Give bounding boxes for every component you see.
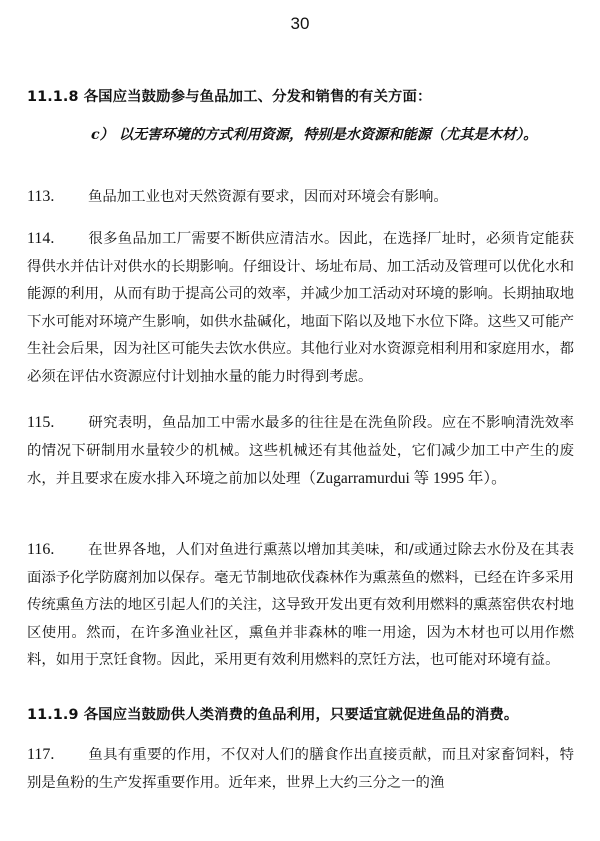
list-item-c: c） 以无害环境的方式利用资源，特别是水资源和能源（尤其是木材）。 (91, 127, 538, 143)
paragraph-number: 114. (27, 230, 55, 247)
paragraph-number: 116. (27, 541, 55, 558)
section-heading-11-1-8: 11.1.8 各国应当鼓励参与鱼品加工、分发和销售的有关方面： (27, 89, 432, 105)
page-number: 30 (290, 14, 310, 33)
section-heading-11-1-9: 11.1.9 各国应当鼓励供人类消费的鱼品利用，只要适宜就促进鱼品的消费。 (27, 707, 519, 723)
paragraph-text: 很多鱼品加工厂需要不断供应清洁水。因此，在选择厂址时，必须肯定能获得供水并估计对供水的长期影响。仔细设计、场址布局、加工活动及管理可以优化水和能源的利用，从而有助于提高公司的效率，并减少加工活动对环境的影响。长期抽取地下水可能对环境产生影响，如供水盐碱化，地面下陷以及地下水位下降。这些又可能产生社会后果，因为社区可能失去饮水供应。其他行业对水资源竞相利用和家庭用水，都必须在评估水资源应付计划抽水量的能力时得到考虑。 (27, 231, 574, 385)
paragraph-113 (27, 183, 574, 212)
paragraph-text: 鱼品加工业也对天然资源有要求，因而对环境会有影响。 (88, 189, 448, 205)
paragraph-116 (27, 536, 574, 675)
paragraph-number: 113. (27, 188, 55, 205)
paragraph-114 (27, 225, 574, 392)
paragraph-text: 鱼具有重要的作用，不仅对人们的膳食作出直接贡献，而且对家畜饲料，特别是鱼粉的生产发挥重要作用。近年来，世界上大约三分之一的渔 (27, 747, 574, 791)
paragraph-115 (27, 409, 574, 494)
paragraph-number: 117. (27, 746, 55, 763)
paragraph-text: 在世界各地，人们对鱼进行熏蒸以增加其美味，和/或通过除去水份及在其表面添予化学防腐剂加以保存。毫无节制地砍伐森林作为熏蒸鱼的燃料，已经在许多采用传统熏鱼方法的地区引起人们的关注，这导致开发出更有效利用燃料的熏蒸窑供农村地区使用。然而，在许多渔业社区，熏鱼并非森林的唯一用途，因为木材也可以用作燃料，如用于烹饪食物。因此，采用更有效利用燃料的烹饪方法，也可能对环境有益。 (27, 542, 574, 669)
paragraph-number: 115. (27, 414, 55, 431)
citation: （Zugarramurdui 等 1995 年）。 (300, 470, 507, 488)
paragraph-117 (27, 741, 574, 797)
paragraph-text: 研究表明，鱼品加工中需水最多的往往是在洗鱼阶段。应在不影响清洗效率的情况下研制用水量较少的机械。这些机械还有其他益处，它们减少加工中产生的废水，并且要求在废水排入环境之前加以处理 (27, 415, 574, 488)
